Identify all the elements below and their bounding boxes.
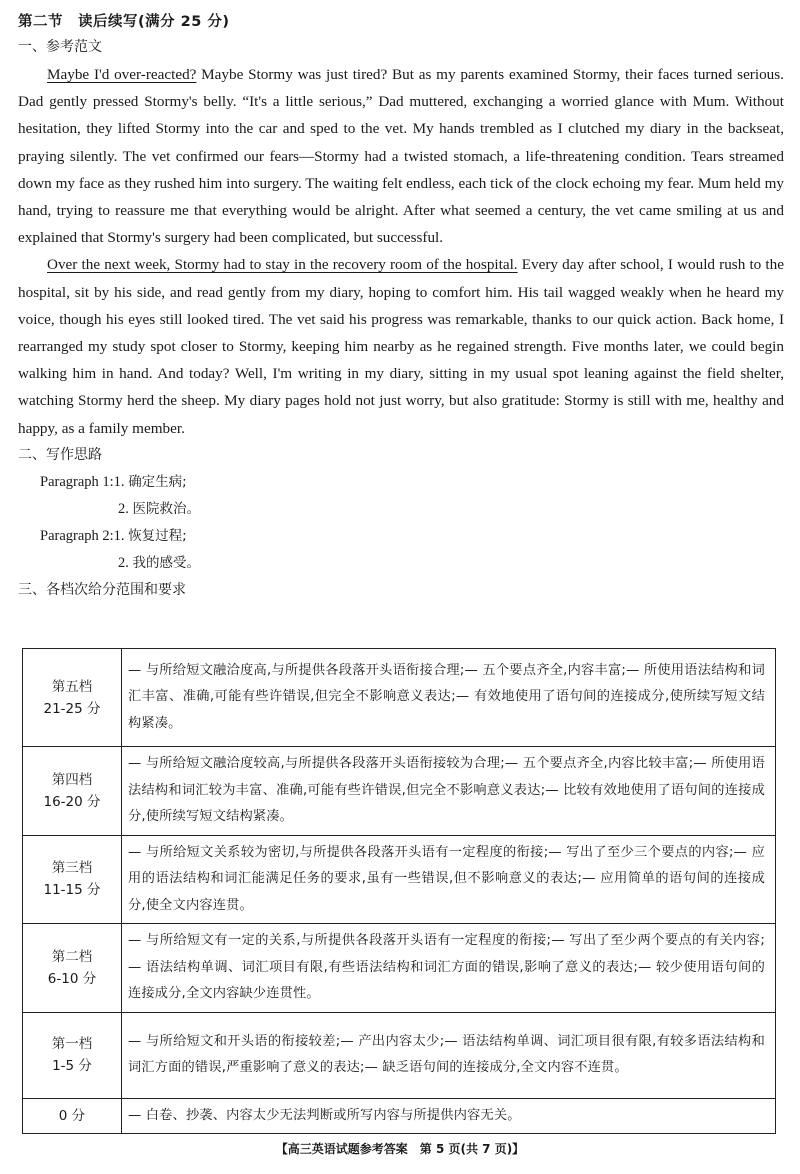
idea-p1-label: Paragraph 1:1. xyxy=(40,473,129,490)
idea-text: 我的感受。 xyxy=(132,554,200,571)
level-description: — 与所给短文有一定的关系,与所提供各段落开头语有一定程度的衔接;— 写出了至少两个要点的有关内容;— 语法结构单调、词汇项目有限,有些语法结构和词汇方面的错误,影响了意义的表达;— 较少使用语句间的连接成分,全文内容缺少连贯性。 xyxy=(122,924,776,1013)
level-description: — 与所给短文和开头语的衔接较差;— 产出内容太少;— 语法结构单调、词汇项目很有限,有较多语法结构和词汇方面的错误,严重影响了意义的表达;— 缺乏语句间的连接成分,全文内容不连贯。 xyxy=(122,1012,776,1098)
paragraph-2-opening: Over the next week, Stormy had to stay in the recovery room of the hospital. xyxy=(47,256,518,274)
idea-text: 确定生病; xyxy=(128,473,187,490)
level-range: 11-15 分 xyxy=(43,882,101,899)
table-row xyxy=(23,1098,776,1134)
idea-p1-item1 xyxy=(18,469,784,496)
level-name: 第五档 xyxy=(51,678,93,695)
level-name: 0 分 xyxy=(58,1107,86,1124)
essay-paragraph-2 xyxy=(18,251,784,441)
level-name: 第一档 xyxy=(51,1036,93,1052)
page xyxy=(18,10,784,604)
paragraph-1-body: Maybe Stormy was just tired? But as my parents examined Stormy, their faces turned serious. Dad gently pressed Stormy's belly. “It's a little serious,” Dad muttered, exchanging a worried glance with Mum. Without hesitation, they lifted Stormy into the car and sped to the vet. My hands trembled as I clutched my diary in the backseat, praying silently. The vet confirmed our fears—Stormy had a twisted stomach, a life-threatening condition. Tears streamed down my face as they rushed him into surgery. The waiting felt endless, each tick of the clock echoing my fear. Mum held my hand, trying to reassure me that everything would be alright. After what seemed a century, the vet came smiling at us and explained that Stormy's surgery had been complicated, but successful. xyxy=(18,66,784,247)
level-description: — 白卷、抄袭、内容太少无法判断或所写内容与所提供内容无关。 xyxy=(122,1098,776,1134)
level-range: 16-20 分 xyxy=(43,793,101,810)
writing-ideas xyxy=(18,469,784,577)
idea-p1-item2 xyxy=(18,496,784,523)
essay-paragraph-1 xyxy=(18,61,784,251)
level-cell xyxy=(23,924,122,1013)
level-cell xyxy=(23,1012,122,1098)
paragraph-2-body: Every day after school, I would rush to the hospital, sit by his side, and read gently from my diary, hoping to comfort him. His tail wagged weakly when he heard my voice, though his eyes still looked tired. The vet said his progress was remarkable, thanks to our quick action. Back home, I rearranged my study spot closer to Stormy, keeping him nearby as he regained strength. Five months later, we could begin walking him in hand. And today? Well, I'm writing in my diary, sitting in my usual spot leaning against the field shelter, watching Stormy herd the sheep. My diary pages hold not just worry, but also gratitude: Stormy is still with me, healthy and happy, as a family member. xyxy=(18,256,784,437)
level-cell xyxy=(23,1098,122,1134)
idea-number: 2. xyxy=(118,554,133,571)
scoring-rubric-table xyxy=(22,648,776,1134)
level-cell xyxy=(23,747,122,836)
level-description: — 与所给短文融洽度高,与所提供各段落开头语衔接合理;— 五个要点齐全,内容丰富;— 所使用语法结构和词汇丰富、准确,可能有些许错误,但完全不影响意义表达;— 有效地使用了语句间的连接成分,使所续写短文结构紧凑。 xyxy=(122,649,776,747)
level-description: — 与所给短文融洽度较高,与所提供各段落开头语衔接较为合理;— 五个要点齐全,内容比较丰富;— 所使用语法结构和词汇较为丰富、准确,可能有些许错误,但完全不影响意义表达;— 比较有效地使用了语句间的连接成分,使所续写短文结构紧凑。 xyxy=(122,747,776,836)
idea-p2-label: Paragraph 2:1. xyxy=(40,527,129,544)
level-name: 第二档 xyxy=(51,948,93,965)
sample-essay xyxy=(18,61,784,442)
idea-text: 医院救治。 xyxy=(132,500,200,517)
level-range: 1-5 分 xyxy=(52,1058,92,1074)
section-title: 第二节 读后续写(满分 25 分) xyxy=(18,14,230,30)
level-name: 第三档 xyxy=(51,860,93,877)
page-footer: 【高三英语试题参考答案 第 5 页(共 7 页)】 xyxy=(275,1142,525,1156)
idea-p2-item1 xyxy=(18,523,784,550)
rubric-heading: 三、各档次给分范围和要求 xyxy=(18,581,186,598)
table-row xyxy=(23,835,776,924)
level-description: — 与所给短文关系较为密切,与所提供各段落开头语有一定程度的衔接;— 写出了至少三个要点的内容;— 应用的语法结构和词汇能满足任务的要求,虽有一些错误,但不影响意义的表达;— 应用简单的语句间的连接成分,使全文内容连贯。 xyxy=(122,835,776,924)
level-cell xyxy=(23,835,122,924)
level-name: 第四档 xyxy=(51,771,93,788)
level-range: 6-10 分 xyxy=(47,970,97,987)
ideas-heading: 二、写作思路 xyxy=(18,446,102,463)
table-row xyxy=(23,747,776,836)
idea-number: 2. xyxy=(118,500,133,517)
level-range: 21-25 分 xyxy=(43,700,101,717)
paragraph-1-opening: Maybe I'd over-reacted? xyxy=(47,66,197,83)
idea-p2-item2 xyxy=(18,550,784,577)
table-row xyxy=(23,1012,776,1098)
level-cell xyxy=(23,649,122,747)
idea-text: 恢复过程; xyxy=(128,527,187,544)
table-row xyxy=(23,924,776,1013)
sample-heading: 一、参考范文 xyxy=(18,39,102,55)
table-row xyxy=(23,649,776,747)
